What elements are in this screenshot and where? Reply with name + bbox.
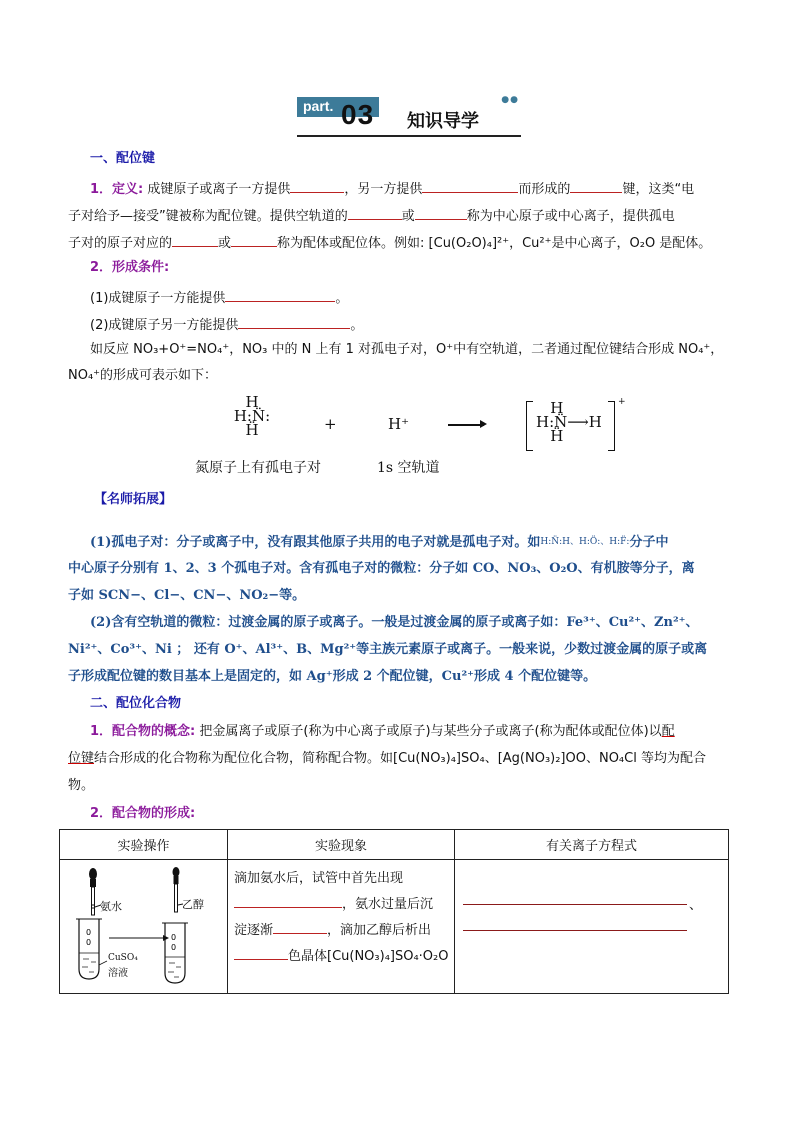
text: 称为配体或配位体。例如: [Cu(O₂O)₄]²⁺，Cu²⁺是中心离子，O₂O 是配体。 <box>277 236 712 251</box>
fill-blank[interactable] <box>231 232 277 247</box>
teacher-note-p1-line3: 子如 SCN−、Cl−、CN−、NO₂−等。 <box>68 588 306 603</box>
text: (1)孤电子对：分子或离子中，没有跟其他原子共用的电子对就是孤电子对。如 <box>90 535 541 550</box>
conditions-label: 2．形成条件: <box>90 260 170 275</box>
header-underline <box>297 135 521 137</box>
svg-text:0: 0 <box>171 933 177 942</box>
section-header <box>297 95 521 137</box>
lewis-formulas: H:N̈:H、H:Ö:、H:F̈: <box>540 537 630 547</box>
concept-line-3: 物。 <box>68 778 95 793</box>
text: 。 <box>350 318 364 333</box>
text: 成键原子或离子一方提供 <box>147 182 291 197</box>
example-line-1: 如反应 NO₃+O⁺=NO₄⁺，NO₃ 中的 N 上有 1 对孤电子对，O⁺中有空轨道，二者通过配位键结合形成 NO₄⁺， <box>90 342 724 357</box>
fill-blank[interactable] <box>273 919 327 934</box>
teacher-note-p1-line1 <box>68 533 750 552</box>
water-drops-icon: ●● <box>501 95 519 105</box>
charge-plus: + <box>618 397 626 407</box>
equation-blank-1[interactable] <box>463 904 687 905</box>
svg-text:0: 0 <box>86 928 92 937</box>
column-header: 实验操作 <box>60 830 228 860</box>
text: 或 <box>401 209 415 224</box>
ammonium-formation-diagram <box>190 393 630 478</box>
text: (2)成键原子另一方能提供 <box>90 318 239 333</box>
right-bracket <box>608 401 615 451</box>
fill-blank[interactable] <box>290 178 344 193</box>
example-line-2: NO₄⁺的形成可表示如下： <box>68 368 218 383</box>
reagent-ethanol-label: 乙醇 <box>182 898 204 911</box>
phenomenon-line-4 <box>234 944 450 970</box>
definition-label: 1．定义: <box>90 182 144 197</box>
fill-blank[interactable] <box>348 205 402 220</box>
part-number: 03 <box>341 99 375 130</box>
text: 结合形成的化合物称为配位化合物，简称配合物。如[Cu(NO₃)₄]SO₄、[Ag(NO₃)₂]OO、NO₄Cl 等均为配合 <box>94 751 706 766</box>
section-heading-coordination-compound: 二、配位化合物 <box>90 696 182 711</box>
svg-text:0: 0 <box>171 943 177 952</box>
fill-blank[interactable] <box>172 232 218 247</box>
column-header: 有关离子方程式 <box>455 830 729 860</box>
table-row <box>60 860 729 994</box>
text: (1)成键原子一方能提供 <box>90 291 226 306</box>
page-title: 知识导学 <box>407 111 479 132</box>
svg-text:0: 0 <box>86 938 92 947</box>
condition-item-1 <box>68 287 750 308</box>
condition-item-2 <box>68 314 750 335</box>
ammonium-lewis-structure: H H:N̈⟶H Ḧ <box>536 399 602 445</box>
equation-cell <box>455 860 729 994</box>
fill-blank[interactable] <box>415 205 467 220</box>
teacher-note-p1-line2: 中心原子分别有 1、2、3 个孤电子对。含有孤电子对的微粒：分子如 CO、NO₃、O₂O、有机胺等分子，离 <box>68 561 695 576</box>
text: 称为中心原子或中心离子，提供孤电 <box>466 209 675 224</box>
plus-sign: + <box>324 415 337 433</box>
teacher-note-p2-line3: 子形成配位键的数目基本上是固定的，如 Ag⁺形成 2 个配位键，Cu²⁺形成 4 个配位键等。 <box>68 669 597 684</box>
text: 分子中 <box>629 535 669 550</box>
text: 淀逐渐 <box>234 923 274 938</box>
fill-blank[interactable] <box>225 287 335 302</box>
phenomenon-line-2 <box>234 892 450 918</box>
part-label: part. <box>297 97 379 117</box>
experiment-table <box>59 829 729 994</box>
text: ，氨水过量后沉 <box>342 897 434 912</box>
definition-line-2 <box>68 205 728 226</box>
fill-blank[interactable] <box>570 178 622 193</box>
text: 子对给予—接受”键被称为配位键。提供空轨道的 <box>68 209 348 224</box>
section-heading-coordinate-bond: 一、配位键 <box>90 151 156 166</box>
proton: H⁺ <box>388 415 409 433</box>
separator: 、 <box>689 898 703 913</box>
solution-label: CuSO₄ <box>108 953 138 963</box>
formation-label: 2．配合物的形成: <box>90 806 196 821</box>
text: 或 <box>218 236 232 251</box>
text: ，另一方提供 <box>344 182 423 197</box>
solution-label: 溶液 <box>108 968 128 979</box>
equation-blank-2[interactable] <box>463 930 687 931</box>
text: 色晶体[Cu(NO₃)₄]SO₄·O₂O <box>288 949 449 964</box>
fill-blank[interactable] <box>234 945 288 960</box>
lone-pair-caption: 氮原子上有孤电子对 <box>195 460 321 476</box>
ammonia-lewis-structure: H H:N̈: Ḧ <box>233 393 271 439</box>
left-bracket <box>526 401 533 451</box>
test-tube-diagram-icon <box>61 861 226 988</box>
text: 。 <box>335 291 349 306</box>
text: 子对的原子对应的 <box>68 236 173 251</box>
fill-blank[interactable] <box>422 178 518 193</box>
text: 键，这类“电 <box>622 182 695 197</box>
teacher-note-heading: 【名师拓展】 <box>94 492 173 507</box>
phenomenon-line-3 <box>234 918 450 944</box>
concept-label: 1．配合物的概念: <box>90 724 196 739</box>
column-header: 实验现象 <box>228 830 455 860</box>
fill-blank[interactable] <box>238 314 350 329</box>
definition-line-3 <box>68 232 728 253</box>
coordinate-bond-link[interactable]: 配 <box>661 724 675 739</box>
fill-blank[interactable] <box>234 893 342 908</box>
teacher-note-p2-line1: (2)含有空轨道的微粒：过渡金属的原子或离子。一般是过渡金属的原子或离子如：Fe³⁺、Cu²⁺、Zn²⁺、 <box>90 615 699 630</box>
reagent-ammonia-label: 氨水 <box>100 900 122 913</box>
text: ，滴加乙醇后析出 <box>327 923 432 938</box>
phenomenon-cell <box>228 860 455 994</box>
concept-line-1 <box>68 723 750 741</box>
text: 而形成的 <box>518 182 571 197</box>
reaction-arrow <box>448 424 484 426</box>
text: 把金属离子或原子(称为中心离子或原子)与某些分子或离子(称为配体或配位体)以 <box>199 724 662 739</box>
phenomenon-line-1: 滴加氨水后，试管中首先出现 <box>234 871 404 886</box>
operation-cell <box>60 860 228 994</box>
coordinate-bond-link[interactable]: 位键 <box>68 751 95 766</box>
empty-orbital-caption: 1s 空轨道 <box>377 460 440 476</box>
table-header-row <box>60 830 729 860</box>
definition-line-1 <box>68 178 750 199</box>
concept-line-2 <box>68 750 728 768</box>
arrow-head-icon <box>480 420 487 428</box>
teacher-note-p2-line2: Ni²⁺、Co³⁺、Ni ； 还有 O⁺、Al³⁺、B、Mg²⁺等主族元素原子或离子。一般来说，少数过渡金属的原子或离 <box>68 642 708 657</box>
